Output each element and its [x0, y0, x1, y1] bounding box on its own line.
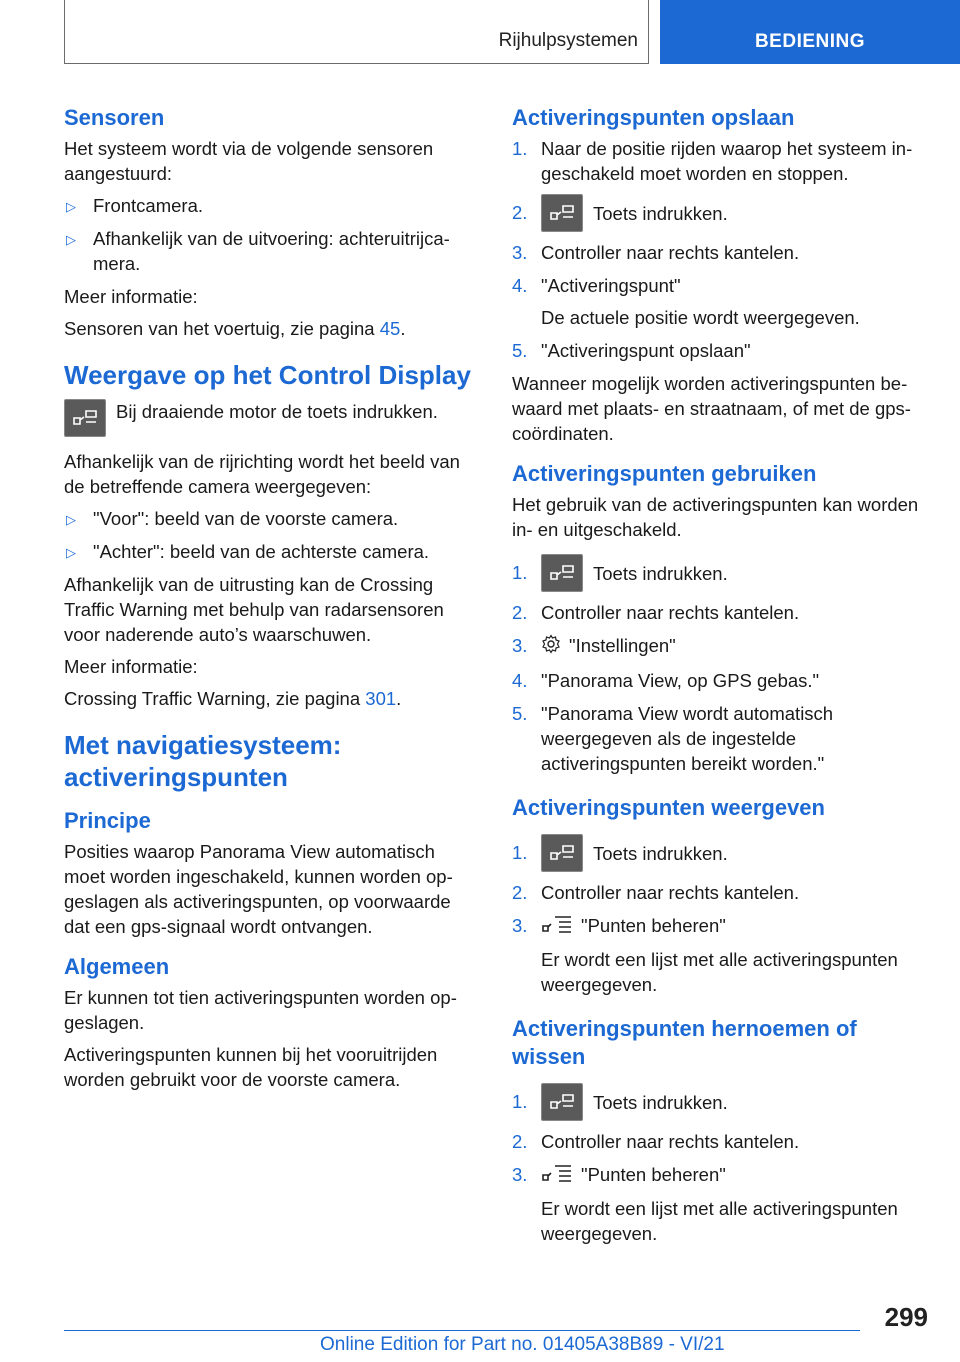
heading-navigatie: Met navigatiesysteem: activeringspunten	[64, 730, 342, 792]
page-link[interactable]: 301	[365, 688, 397, 709]
list-item: 5. "Activeringspunt opslaan"	[512, 340, 751, 361]
principe-paragraph: Posities waarop Panorama View automatisch moet worden ingeschakeld, kunnen worden opgeslagen als activeringspunten, op voorwaarde dat een gps-signaal wordt ontvangen.	[64, 841, 453, 937]
list-item: ▷ Frontcamera.	[64, 193, 476, 218]
list-item: 4. "Panorama View, op GPS gebas."	[512, 670, 820, 692]
camera-button-icon	[64, 399, 106, 437]
heading-opslaan: Activeringspunten opslaan	[512, 105, 795, 130]
list-item: 1. Toets indrukken.	[512, 554, 928, 592]
camera-button-icon	[541, 554, 583, 592]
list-item: 1. Naar de positie rijden waarop het systeem ingeschakeld moet worden en stoppen.	[512, 138, 913, 184]
list-item: 4. "Activeringspunt" De actuele positie wordt weergegeven.	[512, 275, 860, 328]
bullet-icon: ▷	[66, 512, 76, 527]
list-item: ▷ Afhankelijk van de uitvoering: achteruitrijcamera.	[66, 228, 450, 274]
weergave-paragraph: Afhankelijk van de rijrichting wordt het beeld van de betreffende camera weergegeven:	[64, 451, 460, 497]
header-section-title: Rijhulpsystemen	[498, 30, 638, 51]
header-tab-bediening[interactable]: BEDIENING	[660, 0, 960, 64]
list-item: 3. Controller naar rechts kantelen.	[512, 242, 800, 263]
heading-gebruiken: Activeringspunten gebruiken	[512, 461, 817, 486]
heading-principe: Principe	[64, 808, 151, 833]
bullet-icon: ▷	[66, 232, 76, 247]
list-item: 1. Toets indrukken.	[512, 834, 928, 872]
algemeen-paragraph-2: Activeringspunten kunnen bij het vooruitrijden worden gebruikt voor de voorste camera.	[64, 1044, 438, 1090]
crossing-paragraph: Afhankelijk van de uitrusting kan de Crossing Traffic Warning met behulp van radarsensoren voor naderende auto’s waarschuwen.	[64, 574, 444, 645]
gear-icon	[541, 634, 561, 660]
list-item: 3. "Instellingen"	[512, 633, 928, 660]
footer-edition: Online Edition for Part no. 01405A38B89 - VI/21	[320, 1334, 725, 1355]
list-item: 3. "Punten beheren" Er wordt een lijst met alle activeringspunten weergegeven.	[512, 915, 898, 996]
meer-informatie: Meer informatie:	[64, 656, 198, 677]
points-list-icon	[541, 914, 573, 940]
list-item: 2. Controller naar rechts kantelen.	[512, 882, 800, 904]
points-list-icon	[541, 1163, 573, 1189]
page-link[interactable]: 45	[379, 318, 401, 339]
camera-button-icon	[541, 194, 583, 232]
sensoren-intro: Het systeem wordt via de volgende sensoren aangestuurd:	[64, 138, 434, 184]
camera-button-icon	[541, 834, 583, 872]
list-item: 2. Controller naar rechts kantelen.	[512, 1131, 800, 1153]
list-item: 2. Controller naar rechts kantelen.	[512, 602, 800, 623]
bullet-icon: ▷	[66, 199, 76, 214]
left-column	[64, 100, 476, 1099]
right-column	[512, 100, 928, 1254]
heading-weergeven: Activeringspunten weergeven	[512, 795, 825, 821]
heading-weergave: Weergave op het Control Display	[64, 360, 471, 390]
list-item: ▷ "Voor": beeld van de voorste camera.	[64, 506, 476, 531]
gebruiken-paragraph: Het gebruik van de activeringspunten kan worden in- en uitgeschakeld.	[512, 494, 919, 540]
list-item: 3. "Punten beheren" Er wordt een lijst met alle activeringspunten weergegeven.	[512, 1164, 898, 1245]
bullet-icon: ▷	[66, 545, 76, 560]
opslaan-paragraph: Wanneer mogelijk worden activeringspunten bewaard met plaats- en straatnaam, of met de gps-coördinaten.	[512, 373, 911, 444]
meer-informatie: Meer informatie:	[64, 286, 198, 307]
page-number: 299	[884, 1302, 928, 1332]
crossing-reference: Crossing Traffic Warning, zie pagina 301.	[64, 688, 402, 709]
heading-algemeen: Algemeen	[64, 954, 170, 979]
list-item: 5. "Panorama View wordt automatisch weergegeven als de ingestelde activeringspunten bereikt worden."	[512, 703, 834, 775]
weergave-button-line	[64, 399, 476, 437]
sensoren-reference: Sensoren van het voertuig, zie pagina 45.	[64, 318, 406, 339]
list-item: 2. Toets indrukken.	[512, 194, 928, 232]
footer-divider	[64, 1330, 860, 1331]
algemeen-paragraph-1: Er kunnen tot tien activeringspunten worden opgeslagen.	[64, 987, 457, 1033]
heading-hernoemen: Activeringspunten hernoemen of wissen	[512, 1016, 857, 1070]
list-item: 1. Toets indrukken.	[512, 1083, 928, 1121]
heading-sensoren: Sensoren	[64, 105, 165, 130]
camera-button-icon	[541, 1083, 583, 1121]
list-item: ▷ "Achter": beeld van de achterste camera.	[64, 539, 476, 564]
weergave-button-text: Bij draaiende motor de toets indrukken.	[116, 401, 438, 422]
